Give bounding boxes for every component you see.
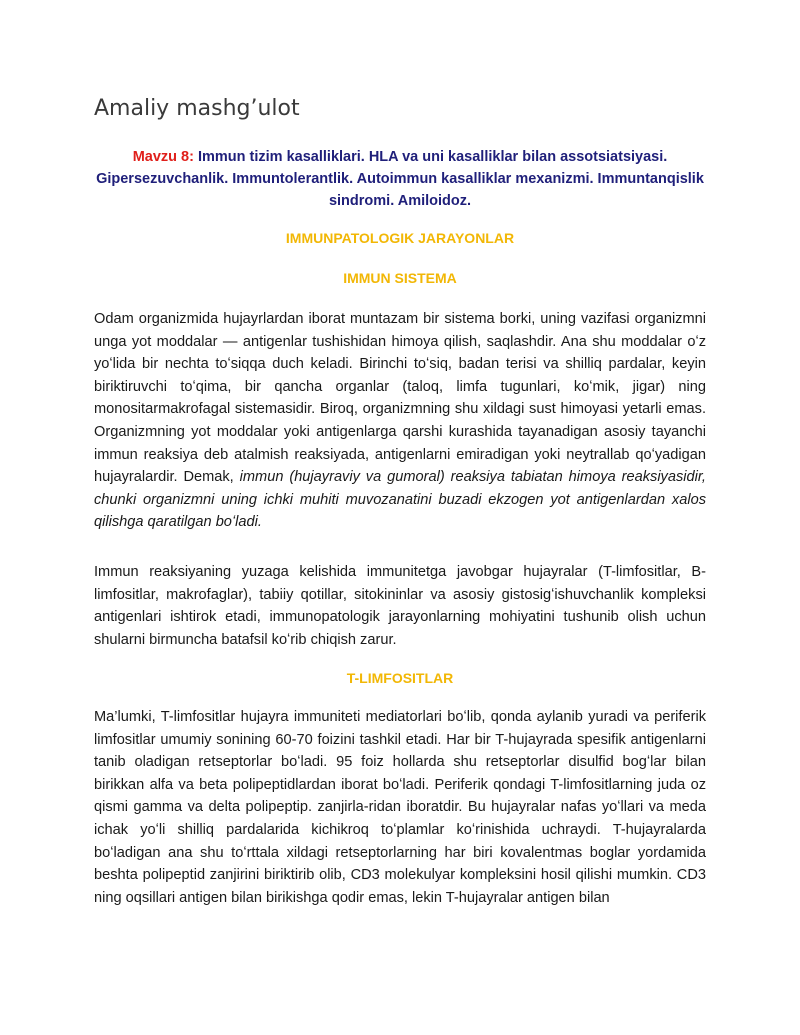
- topic-heading: [94, 146, 706, 212]
- topic-text: Immun tizim kasalliklari. HLA va uni kasalliklar bilan assotsiatsiyasi. Gipersezuvchanlik. Immuntolerantlik. Autoimmun kasalliklar mexanizmi. Immuntanqislik sindromi. Amiloidoz.: [96, 149, 704, 209]
- paragraph-t-limfositlar: Ma’lumki, T-limfositlar hujayra immuniteti mediatorlari boʻlib, qonda aylanib yuradi va periferik limfositlar umumiy sonining 60-70 foizini tashkil etadi. Har bir T-hujayrada spesifik antigenlarni tanib oladigan retseptorlar boʻladi. 95 foiz hollarda shu retseptorlar disulfid bogʻlar bilan birikkan alfa va beta polipeptidlardan iborat boʻladi. Periferik qondagi T-limfositlarning juda oz qismi gamma va delta polipeptip. zanjirla-ridan iboratdir. Bu hujayralar nafas yoʻllari va meda ichak yoʻli shilliq pardalarida kichikroq toʻplamlar koʻrinishida uchraydi. T-hujayralarda boʻladigan ana shu toʻrttala xildagi retseptorlarning har biri kovalentmas boglar yordamida beshta polipeptid zanjirini biriktirib olib, CD3 molekulyar kompleksini hosil qilishi mumkin. CD3 ning oqsillari antigen bilan birikishga qodir emas, lekin T-hujayralar antigen bilan: [94, 709, 706, 906]
- paragraph-immun-reaksiya: Immun reaksiyaning yuzaga kelishida immunitetga javobgar hujayralar (T-limfositlar, B-limfositlar, makrofaglar), tabiiy qotillar, sitokininlar va asosiy gistosigʻishuvchanlik kompleksi antigenlari ishtirok etadi, immunopatologik jarayonlarning mohiyatini tushunib olish uchun shularni birmuncha batafsil koʻrib chiqish zarur.: [94, 564, 706, 648]
- section-heading-immun-sistema: IMMUN SISTEMA: [343, 270, 457, 286]
- document-title: Amaliy mashg’ulot: [94, 96, 300, 121]
- paragraph-immun-sistema-text: Odam organizmida hujayrlardan iborat muntazam bir sistema borki, uning vazifasi organizmni unga yot moddalar — antigenlar tushishidan himoya qilish, saqlashdir. Ana shu moddalar oʻz yoʻlida bir nechta toʻsiqqa duch keladi. Birinchi toʻsiq, badan terisi va shilliq pardalar, keyin biriktiruvchi toʻqima, bir qancha organlar (taloq, limfa tugunlari, koʻmik, jigar) ning monositarmakrofagal sistemasidir. Biroq, organizmning shu xildagi sust himoyasi yetarli emas. Organizmning yot moddalar yoki antigenlarga qarshi kurashida tayanadigan asosiy tayanchi immun reaksiya deb atalmish reaksiyada, antigenlarni emiradigan yoki neytrallab qoʻyadigan hujayralardir. Demak,: [94, 311, 706, 486]
- paragraph-immun-sistema: [94, 308, 706, 534]
- paragraph-immun-sistema-italic: immun (hujayraviy va gumoral) reaksiya tabiatan himoya reaksiyasidir, chunki organizmni uning ichki muhiti muvozanatini buzadi ekzogen yot antigenlardan xalos qilishga qaratilgan boʻladi.: [94, 469, 706, 531]
- topic-label: Mavzu 8:: [132, 149, 194, 165]
- section-heading-t-limfositlar: T-LIMFOSITLAR: [346, 670, 454, 686]
- section-heading-immunpatologik: IMMUNPATOLOGIK JARAYONLAR: [285, 230, 515, 246]
